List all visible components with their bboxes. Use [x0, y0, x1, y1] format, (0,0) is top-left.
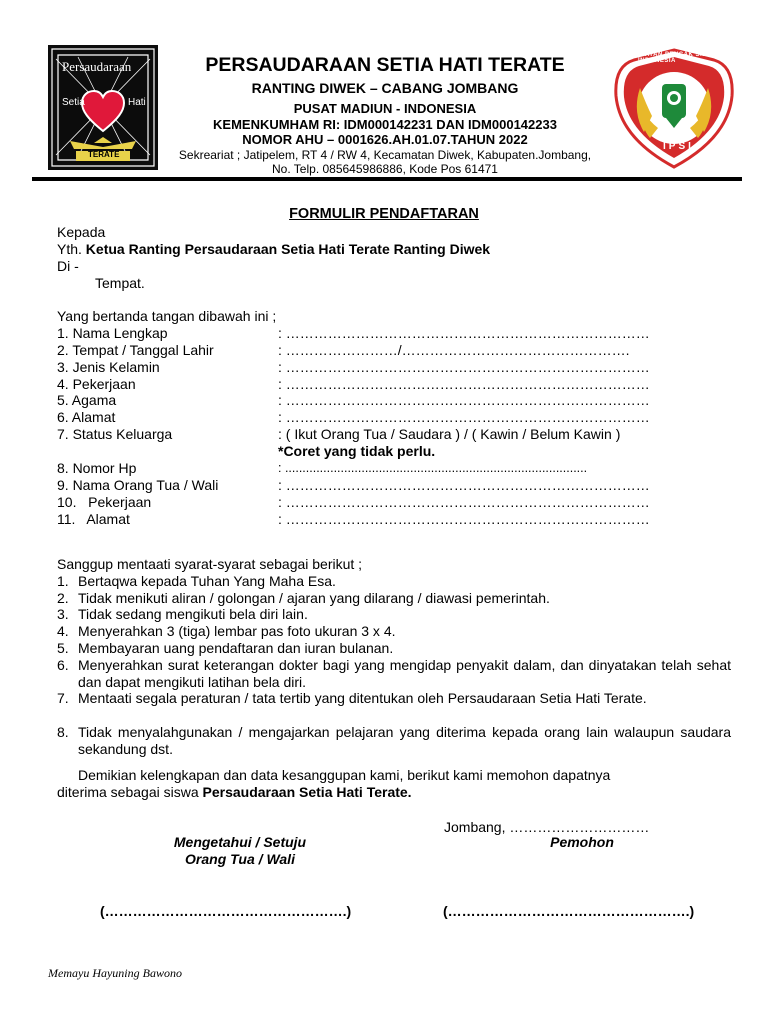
field-pekerjaan-ortu[interactable]: : …………………………………………………………………… [278, 494, 650, 510]
field-nama-ortu[interactable]: : …………………………………………………………………… [278, 477, 650, 493]
logo-text-bottom: TERATE [88, 150, 120, 159]
address-line-2: No. Telp. 085645986886, Kode Pos 61471 [272, 162, 498, 176]
field-pekerjaan[interactable]: : …………………………………………………………………… [278, 376, 650, 392]
address-line-1: Sekreariat ; Jatipelem, RT 4 / RW 4, Kecamatan Diwek, Kabupaten.Jombang, [178, 148, 592, 162]
header-divider [32, 177, 742, 181]
field-ttl[interactable]: : ……………………/…………………………………………. [278, 342, 630, 358]
terms-intro: Sanggup mentaati syarat-syarat sebagai berikut ; [57, 556, 363, 572]
right-signature-line[interactable]: (…………………………………………….) [443, 903, 695, 919]
ipsi-logo [610, 46, 738, 171]
di-label: Di - [57, 258, 79, 274]
place-date[interactable]: Jombang, ………………………… [444, 819, 650, 835]
term-text: Tidak sedang mengikuti bela diri lain. [78, 606, 308, 622]
kemenkumham-number: KEMENKUMHAM RI: IDM000142231 DAN IDM000142233 [213, 117, 557, 132]
term-text: Bertaqwa kepada Tuhan Yang Maha Esa. [78, 573, 336, 589]
to-label: Kepada [57, 224, 106, 240]
term-number: 5. [57, 640, 69, 656]
tempat-label: Tempat. [95, 275, 145, 291]
field-nomor-hp[interactable]: : ....................................................................................... [278, 461, 588, 475]
field-label-nomor-hp: 8. Nomor Hp [57, 460, 137, 476]
term-number: 6. [57, 657, 69, 673]
field-label-nama-ortu: 9. Nama Orang Tua / Wali [57, 477, 219, 493]
left-sign-title-2: Orang Tua / Wali [185, 851, 295, 867]
field-label-nama: 1. Nama Lengkap [57, 325, 168, 341]
org-name: PERSAUDARAAN SETIA HATI TERATE [205, 54, 565, 76]
closing-org-name: Persaudaraan Setia Hati Terate. [202, 784, 412, 800]
yth-prefix: Yth. [57, 241, 82, 257]
closing-prefix: diterima sebagai siswa [57, 784, 199, 800]
term-number: 4. [57, 623, 69, 639]
motto: Memayu Hayuning Bawono [48, 966, 182, 980]
logo-text-right: Hati [128, 97, 146, 108]
branch-name: RANTING DIWEK – CABANG JOMBANG [251, 80, 519, 96]
term-number: 1. [57, 573, 69, 589]
field-alamat-ortu[interactable]: : …………………………………………………………………… [278, 511, 650, 527]
strike-note: *Coret yang tidak perlu. [278, 443, 436, 459]
term-text: Menyerahkan surat keterangan dokter bagi yang mengidap penyakit dalam, dan dinyatakan telah sehat dan dapat mengikuti latihan bela diri. [78, 657, 731, 690]
field-label-jenis-kelamin: 3. Jenis Kelamin [57, 359, 160, 375]
ipsi-emblem-icon [610, 46, 738, 171]
field-status-keluarga[interactable]: : ( Ikut Orang Tua / Saudara ) / ( Kawin / Belum Kawin ) [278, 426, 621, 442]
field-nama[interactable]: : …………………………………………………………………… [278, 325, 650, 341]
term-text: Mentaati segala peraturan / tata tertib yang ditentukan oleh Persaudaraan Setia Hati Terate. [78, 690, 647, 706]
ahu-number: NOMOR AHU – 0001626.AH.01.07.TAHUN 2022 [242, 132, 528, 147]
term-text: Tidak menyalahgunakan / mengajarkan pelajaran yang diterima kepada orang lain walaupun saudara sekandung dst. [78, 724, 731, 757]
term-text: Membayaran uang pendaftaran dan iuran bulanan. [78, 640, 394, 656]
recipient-name: Ketua Ranting Persaudaraan Setia Hati Terate Ranting Diwek [85, 241, 491, 257]
left-sign-title-1: Mengetahui / Setuju [173, 834, 307, 850]
intro-text: Yang bertanda tangan dibawah ini ; [57, 308, 277, 324]
term-number: 2. [57, 590, 69, 606]
logo-text-left: Setia [62, 97, 85, 108]
term-number: 7. [57, 690, 69, 706]
term-text: Menyerahkan 3 (tiga) lembar pas foto ukuran 3 x 4. [78, 623, 396, 639]
field-label-pekerjaan-ortu: 10. Pekerjaan [57, 494, 152, 510]
psht-logo [48, 45, 158, 170]
field-alamat[interactable]: : …………………………………………………………………… [278, 409, 650, 425]
term-number: 8. [57, 724, 69, 740]
center-name: PUSAT MADIUN - INDONESIA [293, 101, 477, 116]
closing-line-2 [57, 784, 412, 801]
term-text: Tidak menikuti aliran / golongan / ajaran yang dilarang / diawasi pemerintah. [78, 590, 550, 606]
ipsi-ring-text: IKATAN PENCAK SILAT INDONESIA [638, 52, 715, 64]
right-sign-title: Pemohon [550, 834, 614, 850]
recipient-line [57, 241, 490, 258]
field-label-agama: 5. Agama [57, 392, 117, 408]
ipsi-bottom-text: IPSI [663, 141, 694, 152]
field-label-alamat-ortu: 11. Alamat [57, 511, 130, 527]
field-label-pekerjaan: 4. Pekerjaan [57, 376, 136, 392]
left-signature-line[interactable]: (…………………………………………….) [100, 903, 352, 919]
field-label-status-keluarga: 7. Status Keluarga [57, 426, 173, 442]
logo-text-top: Persaudaraan [62, 59, 132, 74]
field-agama[interactable]: : …………………………………………………………………… [278, 392, 650, 408]
field-jenis-kelamin[interactable]: : …………………………………………………………………… [278, 359, 650, 375]
field-label-ttl: 2. Tempat / Tanggal Lahir [57, 342, 214, 358]
form-title: FORMULIR PENDAFTARAN [289, 206, 479, 222]
term-number: 3. [57, 606, 69, 622]
field-label-alamat: 6. Alamat [57, 409, 116, 425]
closing-line-1: Demikian kelengkapan dan data kesanggupan kami, berikut kami memohon dapatnya [78, 767, 611, 783]
